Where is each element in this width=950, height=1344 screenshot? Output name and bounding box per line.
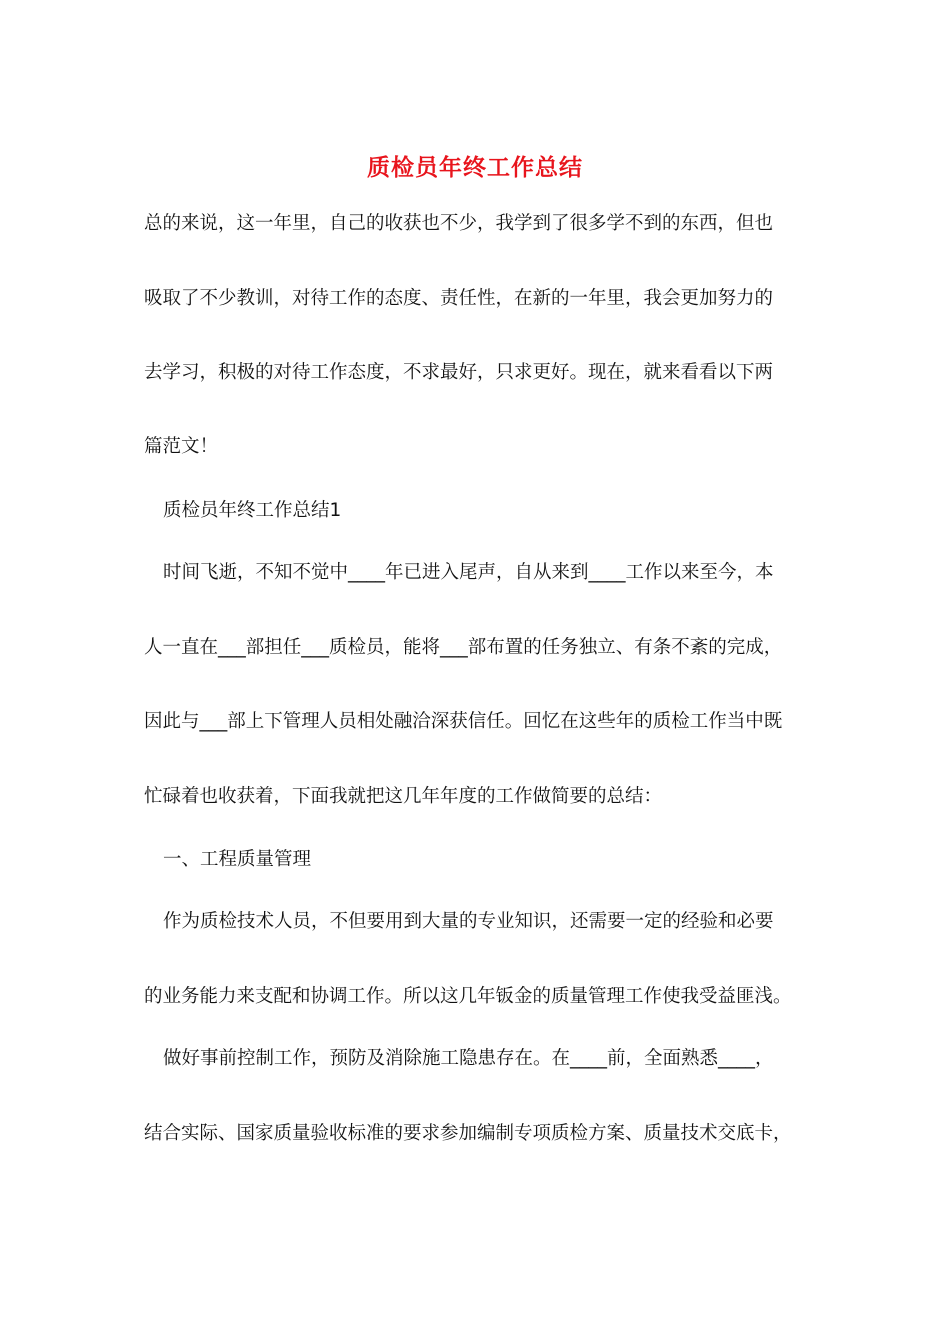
paragraph-line: 人一直在___部担任___质检员，能将___部布置的任务独立、有条不紊的完成，: [144, 637, 783, 658]
document-title: 质检员年终工作总结: [367, 154, 583, 181]
paragraph-line: 篇范文！: [144, 436, 219, 457]
paragraph-line: 忙碌着也收获着，下面我就把这几年年度的工作做简要的总结：: [144, 786, 663, 807]
section-heading: 一、工程质量管理: [163, 849, 312, 870]
paragraph-line: 做好事前控制工作，预防及消除施工隐患存在。在____前，全面熟悉____，: [163, 1048, 774, 1069]
paragraph-line: 时间飞逝，不知不觉中____年已进入尾声，自从来到____工作以来至今，本: [163, 562, 774, 583]
paragraph-line: 的业务能力来支配和协调工作。所以这几年钣金的质量管理工作使我受益匪浅。: [144, 986, 792, 1007]
paragraph-line: 去学习，积极的对待工作态度，不求最好，只求更好。现在，就来看看以下两: [144, 362, 774, 383]
paragraph-line: 因此与___部上下管理人员相处融洽深获信任。回忆在这些年的质检工作当中既: [144, 711, 783, 732]
paragraph-line: 结合实际、国家质量验收标准的要求参加编制专项质检方案、质量技术交底卡，: [144, 1123, 792, 1144]
section-heading: 质检员年终工作总结1: [163, 500, 342, 521]
paragraph-line: 吸取了不少教训，对待工作的态度、责任性，在新的一年里，我会更加努力的: [144, 288, 774, 309]
paragraph-line: 作为质检技术人员，不但要用到大量的专业知识，还需要一定的经验和必要: [163, 911, 774, 932]
paragraph-line: 总的来说，这一年里，自己的收获也不少，我学到了很多学不到的东西，但也: [144, 213, 774, 234]
